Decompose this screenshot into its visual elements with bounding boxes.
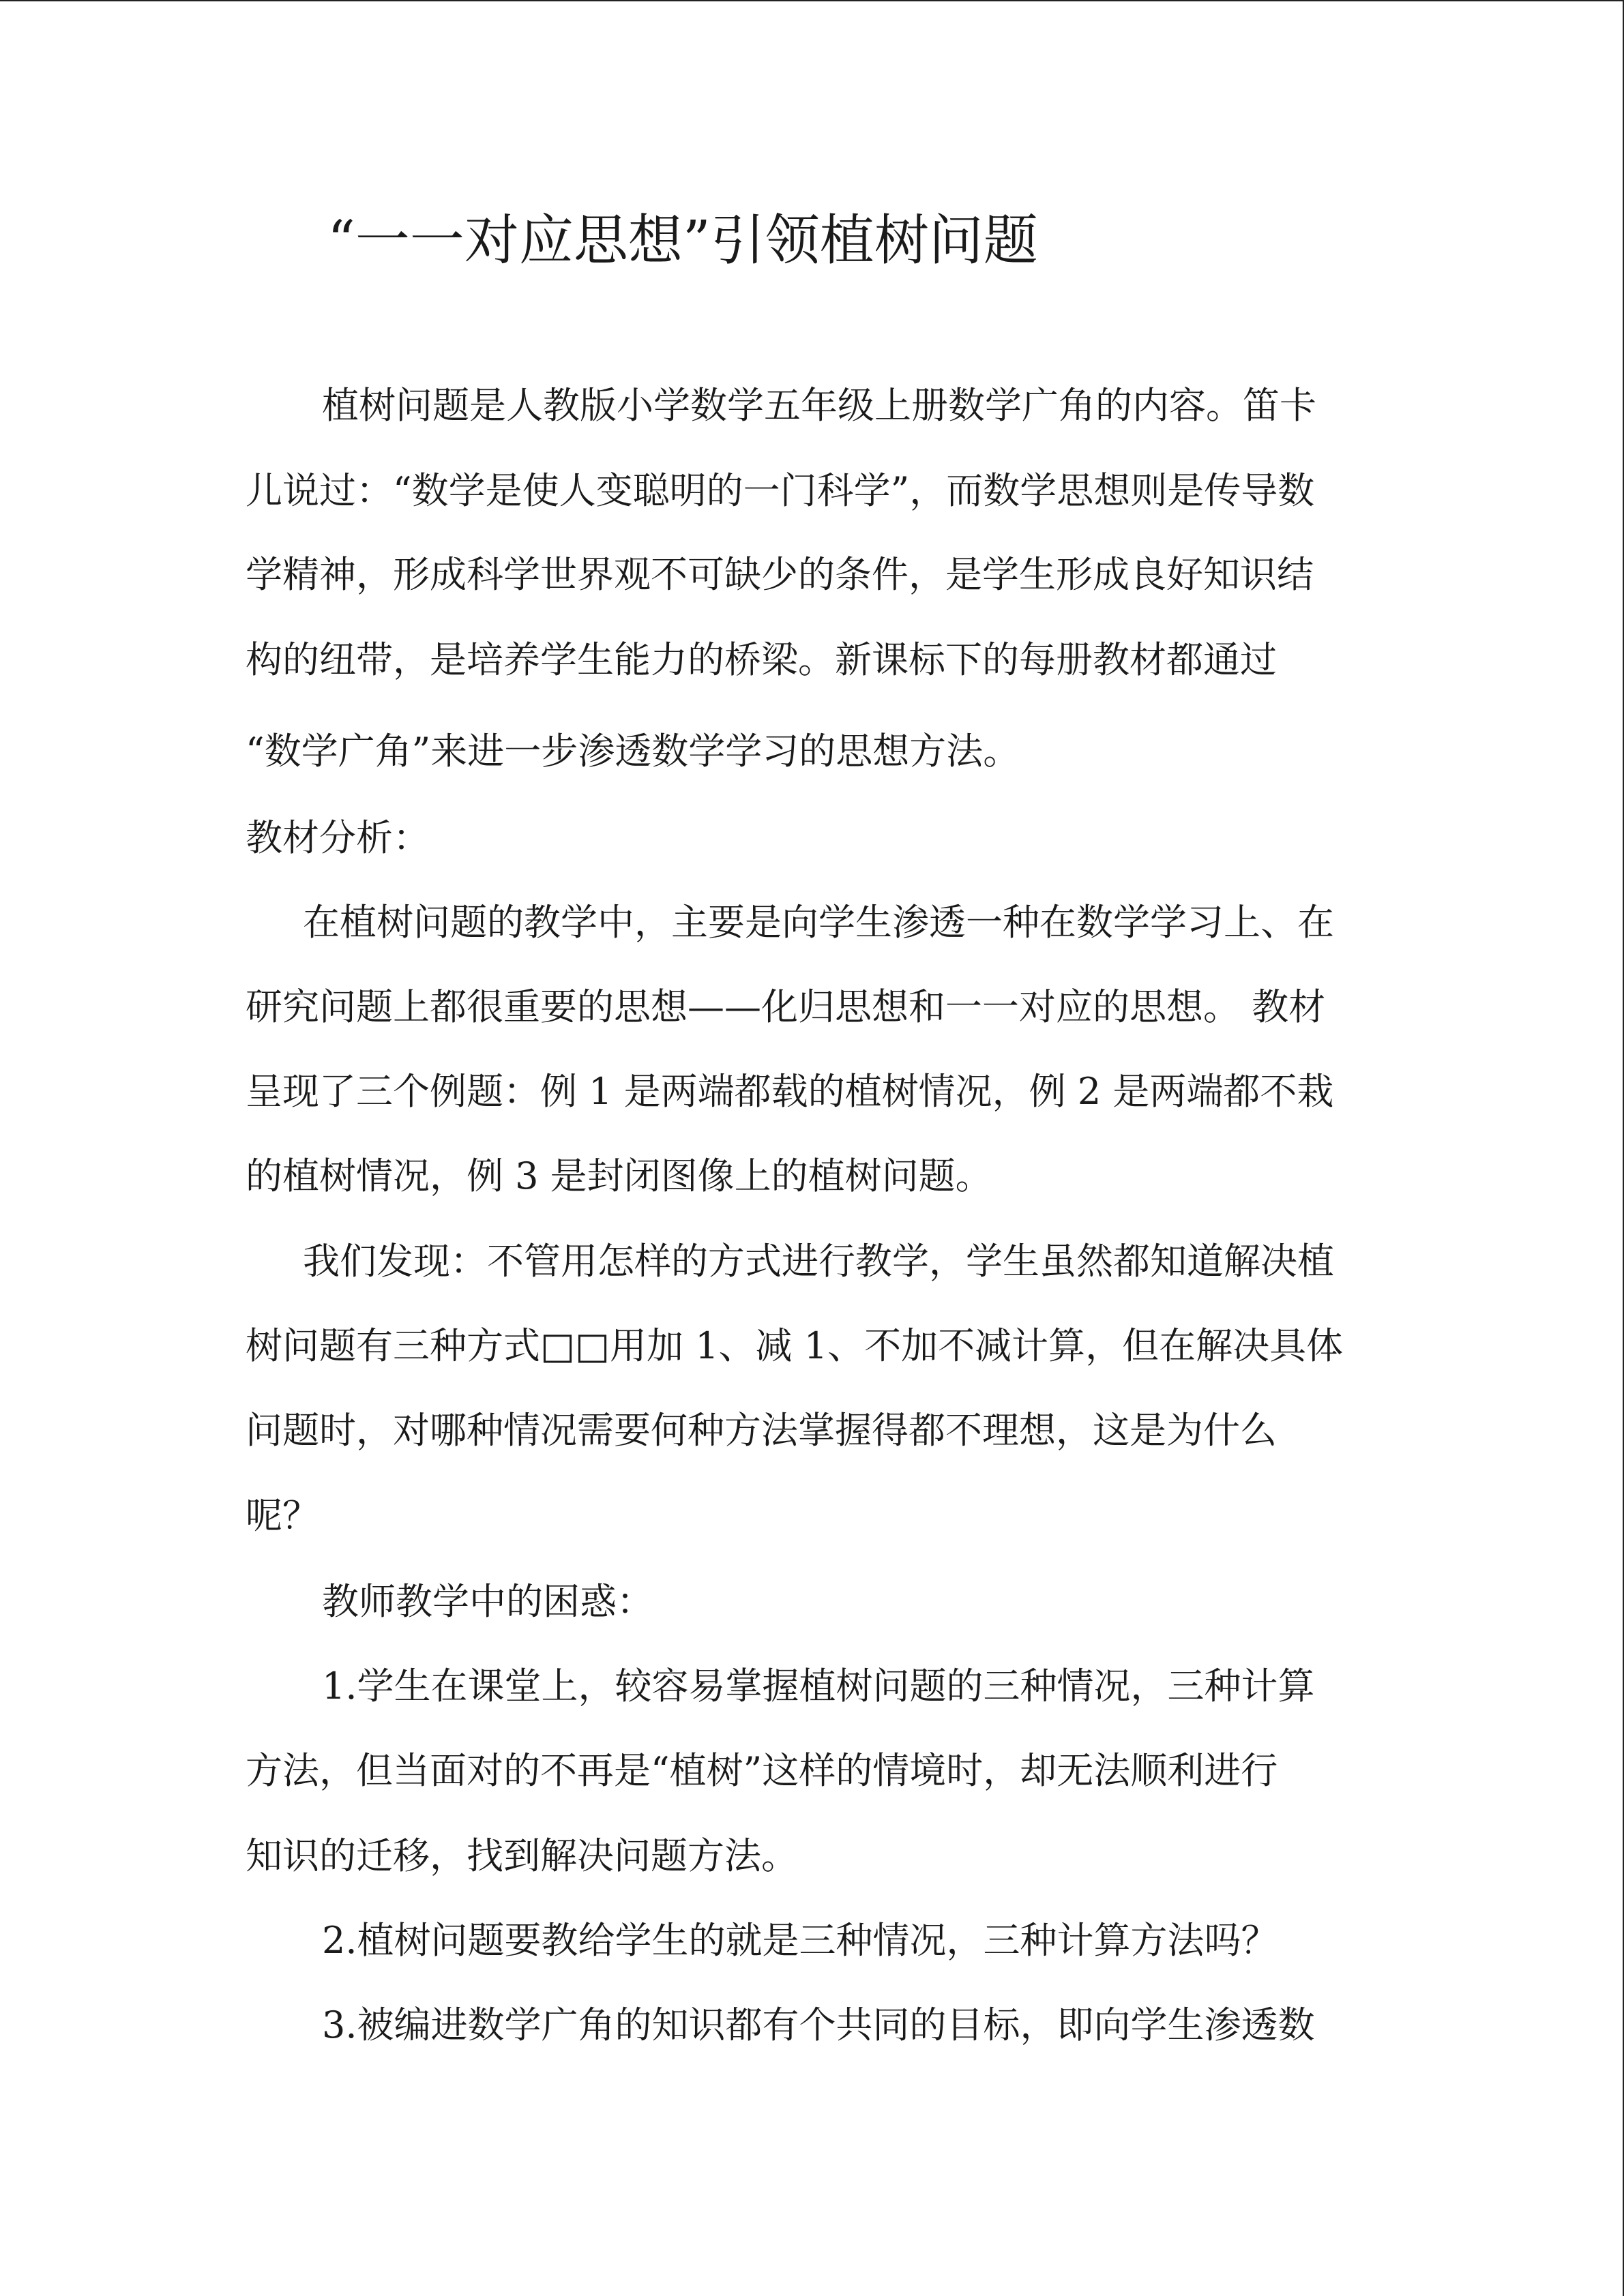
paragraph-line: 学精神，形成科学世界观不可缺少的条件，是学生形成良好知识结 (246, 553, 1314, 596)
section-heading: 教师教学中的困惑： (322, 1580, 653, 1623)
paragraph-line: 植树问题是人教版小学数学五年级上册数学广角的内容。笛卡 (322, 384, 1316, 427)
list-item: 1.学生在课堂上，较容易掌握植树问题的三种情况，三种计算 (322, 1665, 1315, 1708)
paragraph-line: 知识的迁移，找到解决问题方法。 (246, 1834, 798, 1877)
document-title: “一一对应思想”引领植树问题 (327, 209, 1038, 272)
section-heading: 教材分析： (246, 816, 430, 859)
paragraph-line: 呢？ (246, 1494, 319, 1537)
paragraph-line: 方法，但当面对的不再是“植树”这样的情境时，却无法顺利进行 (246, 1749, 1278, 1792)
paragraph-line: 构的纽带，是培养学生能力的桥梁。新课标下的每册教材都通过 (246, 638, 1277, 681)
list-item: 2.植树问题要教给学生的就是三种情况，三种计算方法吗？ (322, 1919, 1278, 1962)
paragraph-line: “数学广角”来进一步渗透数学学习的思想方法。 (246, 730, 1020, 773)
paragraph-line: 问题时，对哪种情况需要何种方法掌握得都不理想，这是为什么 (246, 1409, 1277, 1452)
paragraph-line: 我们发现：不管用怎样的方式进行教学，学生虽然都知道解决植 (303, 1240, 1334, 1283)
paragraph-line: 树问题有三种方式□□用加 1、减 1、不加不减计算，但在解决具体 (246, 1324, 1344, 1367)
paragraph-line: 儿说过：“数学是使人变聪明的一门科学”，而数学思想则是传导数 (246, 469, 1315, 512)
paragraph-line: 研究问题上都很重要的思想——化归思想和一一对应的思想。 教材 (246, 985, 1326, 1028)
paragraph-line: 在植树问题的教学中，主要是向学生渗透一种在数学学习上、在 (303, 901, 1334, 944)
paragraph-line: 呈现了三个例题：例 1 是两端都载的植树情况，例 2 是两端都不栽 (246, 1070, 1334, 1113)
list-item: 3.被编进数学广角的知识都有个共同的目标，即向学生渗透数 (322, 2003, 1315, 2046)
paragraph-line: 的植树情况，例 3 是封闭图像上的植树问题。 (246, 1154, 992, 1197)
